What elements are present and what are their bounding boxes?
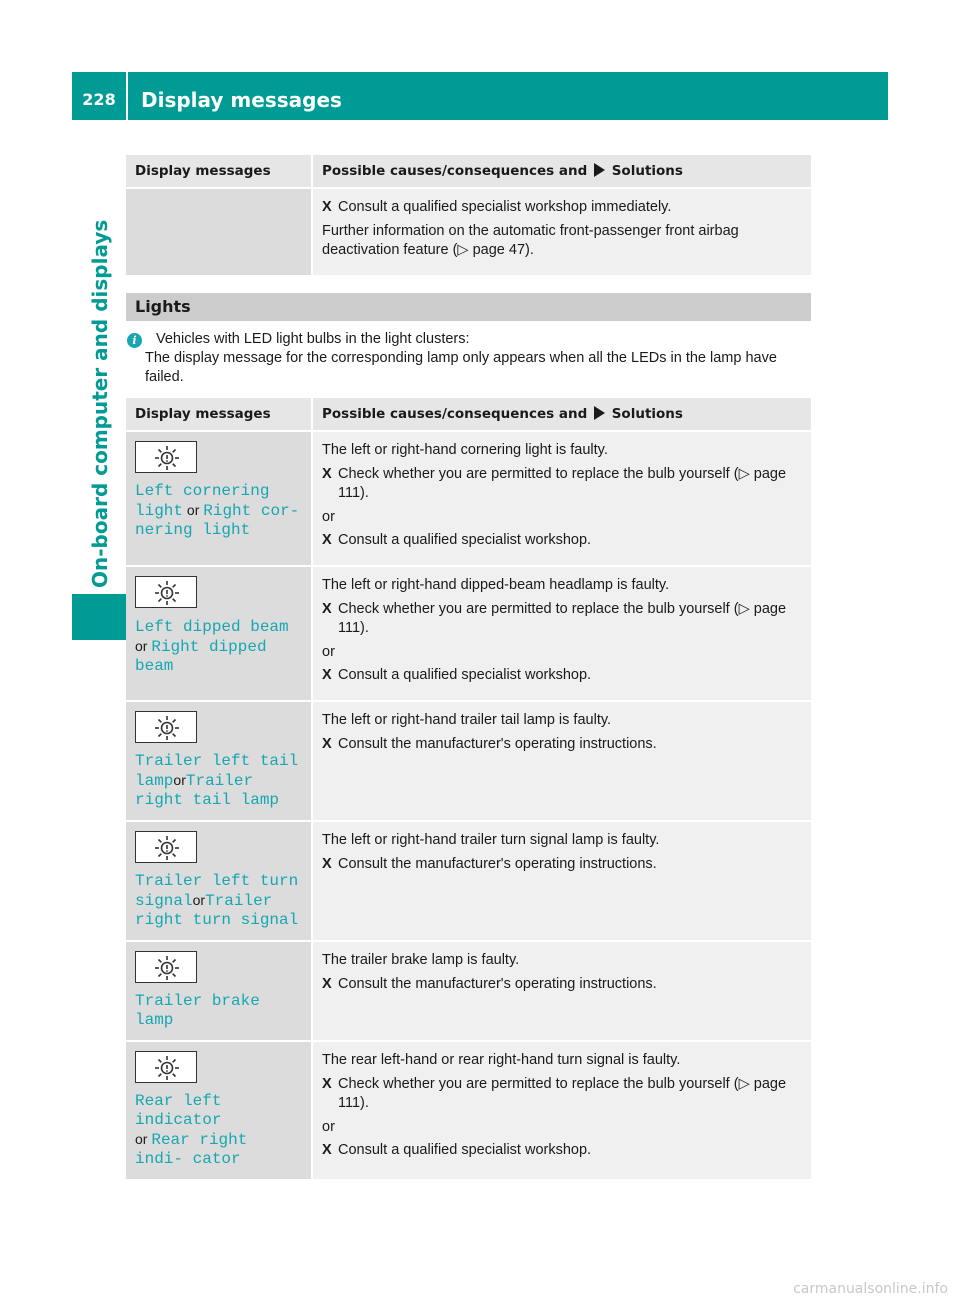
display-message: Left cornering light or Right cor‑ nering light: [135, 482, 300, 539]
step-marker-icon: X: [322, 856, 332, 872]
info-line-1: Vehicles with LED light bulbs in the light clusters:: [156, 331, 470, 347]
further-info-text: Further information on the automatic front-passenger front airbag deactivation feature (▷ page 47).: [322, 223, 739, 258]
step-marker-icon: X: [322, 1142, 332, 1158]
or-text: or: [322, 509, 335, 525]
bulb-fault-icon: [135, 951, 197, 983]
column-header-messages: Display messages: [126, 398, 313, 430]
column-header-causes: Possible causes/consequences and Solutions: [313, 398, 811, 430]
bulb-fault-icon: [135, 831, 197, 863]
cause-text: The left or right-hand cornering light is faulty.: [322, 442, 608, 458]
table-row: [126, 940, 811, 1040]
cause-cell: [313, 565, 811, 700]
step-marker-icon: X: [322, 1076, 332, 1092]
section-label: On-board computer and displays: [88, 219, 112, 588]
cause-cell: [313, 430, 811, 565]
message-cell: [126, 187, 313, 275]
cause-text: The trailer brake lamp is faulty.: [322, 952, 520, 968]
step-marker-icon: X: [322, 532, 332, 548]
step-text: Consult a qualified specialist workshop.: [338, 667, 592, 683]
airbag-messages-table: [126, 155, 811, 275]
bulb-fault-icon: [135, 711, 197, 743]
info-note: [145, 330, 815, 387]
table-row: [126, 700, 811, 820]
header-divider: [126, 72, 128, 120]
step-text: Check whether you are permitted to replace the bulb yourself (▷ page 111).: [338, 601, 787, 636]
lights-section-bar: [126, 293, 811, 321]
message-cell: [126, 565, 313, 700]
display-message: Trailer brake lamp: [135, 992, 260, 1029]
table-row: [126, 820, 811, 940]
step-marker-icon: X: [322, 976, 332, 992]
message-cell: [126, 430, 313, 565]
info-line-2: The display message for the corresponding lamp only appears when all the LEDs in the lamp have failed.: [145, 350, 777, 385]
page-number: 228: [82, 90, 116, 109]
lights-section-title: Lights: [135, 297, 191, 316]
cause-text: The left or right-hand trailer turn signal lamp is faulty.: [322, 832, 660, 848]
display-message: Trailer left tail lamporTrailer right tail lamp: [135, 752, 299, 809]
or-text: or: [322, 644, 335, 660]
table-row: [126, 187, 811, 275]
message-cell: [126, 820, 313, 940]
step-text: Consult a qualified specialist workshop.: [338, 1142, 592, 1158]
bulb-fault-icon: [135, 576, 197, 608]
watermark-text: carmanualsonline.info: [793, 1281, 948, 1297]
or-text: or: [322, 1119, 335, 1135]
message-cell: [126, 700, 313, 820]
cause-cell: [313, 187, 811, 275]
column-header-causes: Possible causes/consequences and Solutions: [313, 155, 811, 187]
solution-arrow-icon: [594, 163, 605, 177]
bulb-fault-icon: [135, 441, 197, 473]
step-text: Consult the manufacturer's operating instructions.: [338, 976, 657, 992]
display-message: Left dipped beam or Right dipped beam: [135, 618, 289, 675]
step-marker-icon: X: [322, 736, 332, 752]
cause-cell: [313, 820, 811, 940]
bulb-fault-icon: [135, 1051, 197, 1083]
cause-text: The left or right-hand trailer tail lamp is faulty.: [322, 712, 612, 728]
display-message: Rear left indicator or Rear right indi‑ cator: [135, 1092, 248, 1168]
table-row: [126, 1040, 811, 1179]
page-title: Display messages: [141, 88, 342, 112]
step-marker-icon: X: [322, 199, 332, 215]
cause-cell: [313, 940, 811, 1040]
step-text: Consult the manufacturer's operating instructions.: [338, 736, 657, 752]
column-header-messages: Display messages: [126, 155, 313, 187]
cause-cell: [313, 700, 811, 820]
section-marker: [72, 594, 126, 640]
cause-cell: [313, 1040, 811, 1179]
table-row: [126, 565, 811, 700]
step-text: Check whether you are permitted to replace the bulb yourself (▷ page 111).: [338, 1076, 787, 1111]
cause-text: The left or right-hand dipped-beam headlamp is faulty.: [322, 577, 670, 593]
message-cell: [126, 1040, 313, 1179]
lights-messages-table: [126, 398, 811, 1179]
step-marker-icon: X: [322, 601, 332, 617]
step-text: Consult a qualified specialist workshop immediately.: [338, 199, 672, 215]
display-message: Trailer left turn signalorTrailer right turn signal: [135, 872, 299, 929]
info-icon: i: [127, 333, 142, 348]
step-text: Consult the manufacturer's operating instructions.: [338, 856, 657, 872]
table-row: [126, 430, 811, 565]
message-cell: [126, 940, 313, 1040]
step-text: Check whether you are permitted to replace the bulb yourself (▷ page 111).: [338, 466, 787, 501]
step-marker-icon: X: [322, 667, 332, 683]
solution-arrow-icon: [594, 406, 605, 420]
step-text: Consult a qualified specialist workshop.: [338, 532, 592, 548]
cause-text: The rear left-hand or rear right-hand turn signal is faulty.: [322, 1052, 681, 1068]
step-marker-icon: X: [322, 466, 332, 482]
